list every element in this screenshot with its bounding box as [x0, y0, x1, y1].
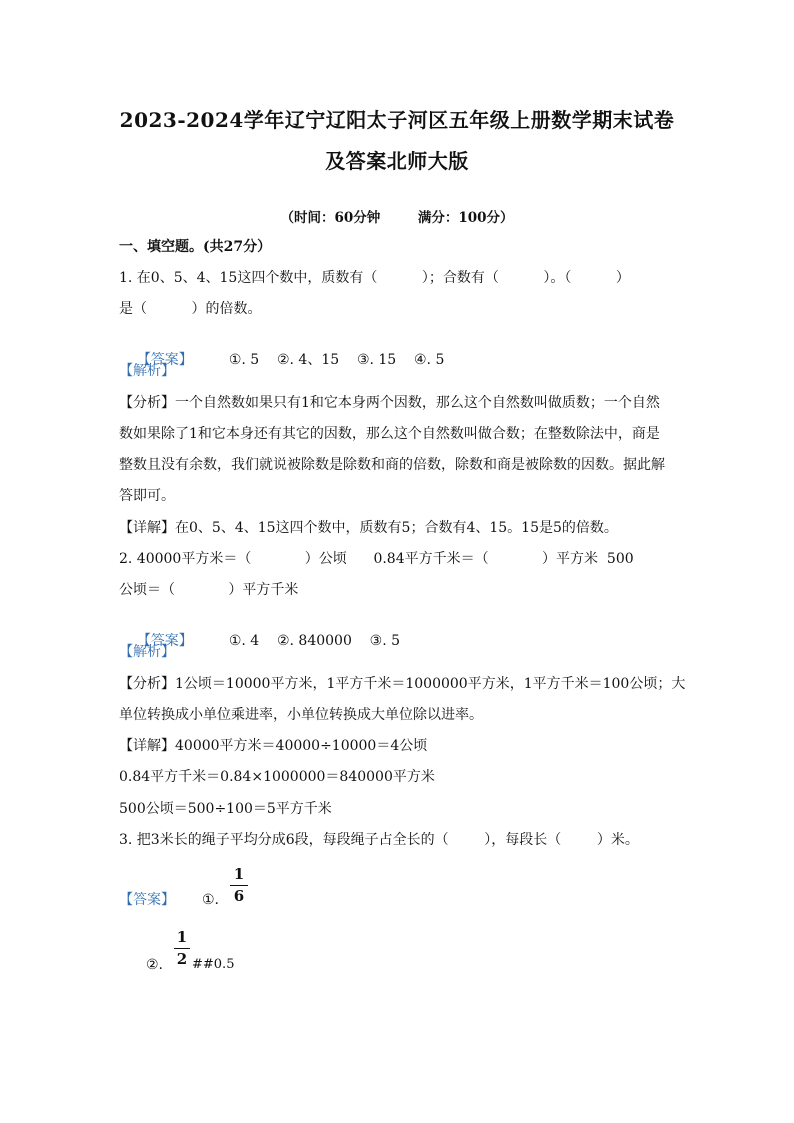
- q3-answer-label: 【答案】: [119, 892, 175, 908]
- document-title-line2: 及答案北师大版: [325, 149, 469, 173]
- fraction-numerator: 1: [176, 928, 188, 946]
- q2-analysis-label: 【解析】: [119, 644, 175, 660]
- answer-label: 【答案】: [136, 352, 193, 368]
- fenxi-label: 【分析】: [119, 395, 175, 411]
- q2-answer: [119, 611, 684, 671]
- q1-detail: 【详解】在0、5、4、15这四个数中，质数有5；合数有4、15。15是5的倍数。: [119, 520, 618, 536]
- answer-text: ①. 4 ②. 840000 ③. 5: [228, 633, 401, 649]
- q1-fenxi-3: 整数且没有余数，我们就说被除数是除数和商的倍数，除数和商是被除数的因数。据此解: [119, 457, 665, 473]
- document-title-line1: 2023-2024学年辽宁辽阳太子河区五年级上册数学期末试卷: [119, 108, 675, 132]
- q3-mark2: ②.: [146, 957, 164, 973]
- q1-answer: [119, 330, 684, 390]
- fraction-one-half: [174, 929, 190, 968]
- fraction-one-sixth: [230, 866, 248, 905]
- q2-detail-2: 0.84平方千米＝0.84×1000000＝840000平方米: [119, 769, 435, 785]
- fraction-numerator: 1: [233, 865, 245, 883]
- q2-fenxi-1: 【分析】1公顷＝10000平方米，1平方千米＝1000000平方米，1平方千米＝100公顷；大: [119, 676, 686, 692]
- answer-label: 【答案】: [136, 633, 193, 649]
- q3-line1: 3. 把3米长的绳子平均分成6段，每段绳子占全长的（ ），每段长（ ）米。: [119, 832, 639, 848]
- q1-fenxi-1: [119, 393, 684, 413]
- q2-fenxi-2: 单位转换成小单位乘进率，小单位转换成大单位除以进率。: [119, 707, 483, 723]
- q2-detail-3: 500公顷＝500÷100＝5平方千米: [119, 801, 332, 817]
- q2-line1: 2. 40000平方米＝（ ）公顷 0.84平方千米＝（ ）平方米 500: [119, 551, 634, 567]
- answer-text: ①. 5 ②. 4、15 ③. 15 ④. 5: [228, 352, 445, 368]
- q1-analysis-label: 【解析】: [119, 363, 175, 379]
- fraction-denominator: 6: [233, 887, 245, 905]
- q2-line2: 公顷＝（ ）平方千米: [119, 582, 299, 598]
- q1-fenxi-2: 数如果除了1和它本身还有其它的因数，那么这个自然数叫做合数；在整数除法中，商是: [119, 426, 660, 442]
- q2-detail-1: 【详解】40000平方米＝40000÷10000＝4公顷: [119, 738, 428, 754]
- q1-line1: 1. 在0、5、4、15这四个数中，质数有（ ）；合数有（ ）。（ ）: [119, 270, 630, 286]
- q3-alt-answer: ##0.5: [192, 957, 235, 972]
- q3-mark1: ①.: [202, 892, 220, 908]
- q1-line2: 是（ ）的倍数。: [119, 301, 262, 317]
- section-heading: 一、填空题。(共27分）: [119, 239, 272, 255]
- q1-fenxi-4: 答即可。: [119, 488, 175, 504]
- fraction-denominator: 2: [176, 950, 188, 968]
- exam-info: （时间：60分钟 满分：100分）: [280, 210, 514, 226]
- fenxi-text: 一个自然数如果只有1和它本身两个因数，那么这个自然数叫做质数；一个自然: [175, 395, 660, 411]
